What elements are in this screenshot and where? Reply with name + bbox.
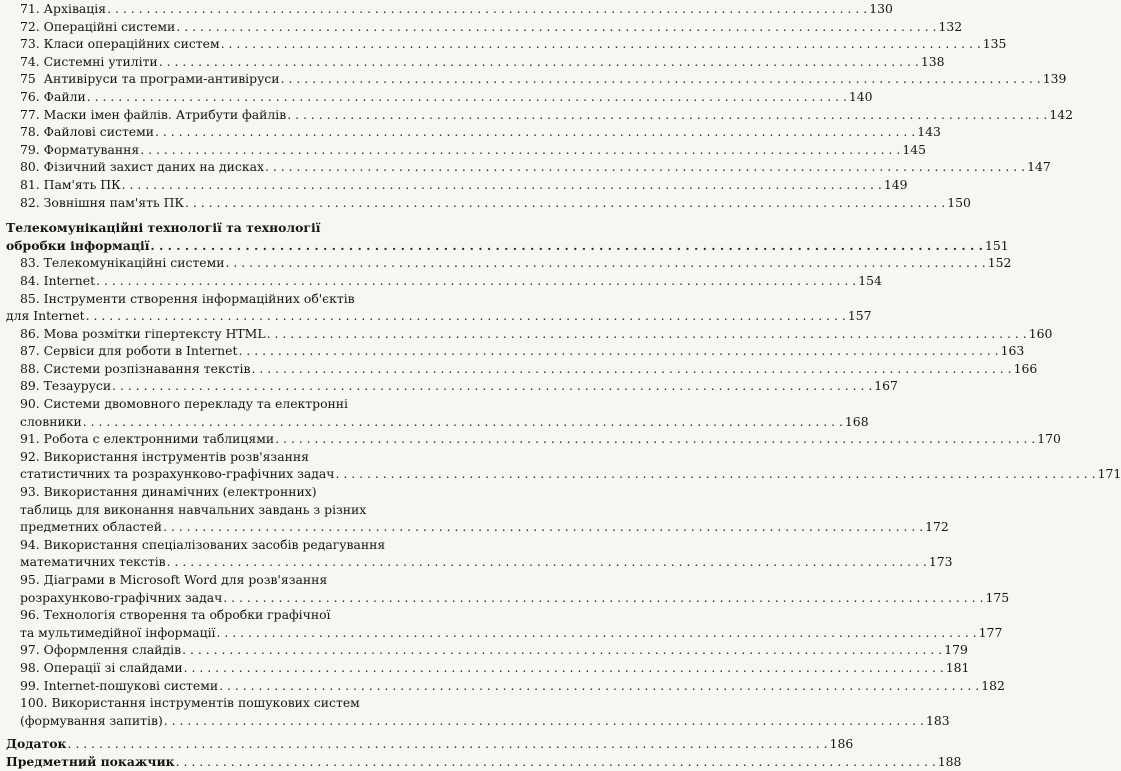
dot-leader bbox=[140, 141, 900, 159]
entry-title: Файлові системи bbox=[43, 124, 155, 140]
toc-entry-87[interactable] bbox=[6, 342, 1025, 360]
toc-entry-72[interactable] bbox=[6, 18, 963, 36]
entry-page: 149 bbox=[883, 176, 908, 192]
entry-title: Системні утиліти bbox=[43, 53, 158, 69]
section-title-continued: обробки інформації bbox=[6, 237, 150, 253]
dot-leader bbox=[159, 53, 919, 71]
toc-entry-71[interactable] bbox=[6, 0, 893, 18]
toc-entry-80[interactable] bbox=[6, 158, 1051, 176]
toc-entry-78[interactable] bbox=[6, 123, 941, 141]
entry-number: 92. bbox=[20, 448, 40, 464]
entry-number: 97. bbox=[20, 642, 40, 658]
entry-title-continued: словники bbox=[20, 413, 82, 429]
toc-entry-82[interactable] bbox=[6, 194, 971, 212]
entry-number: 88. bbox=[20, 360, 40, 376]
dot-leader bbox=[265, 158, 1025, 176]
entry-number: 85. bbox=[20, 290, 40, 306]
entry-title: Оформлення слайдів bbox=[43, 642, 182, 658]
dot-leader bbox=[112, 377, 872, 395]
dot-leader bbox=[217, 624, 977, 642]
toc-entry-98[interactable] bbox=[6, 659, 970, 677]
dot-leader bbox=[67, 735, 827, 753]
dot-leader bbox=[238, 342, 998, 360]
entry-number: 71. bbox=[20, 1, 40, 16]
dot-leader bbox=[163, 518, 923, 536]
entry-number: 93. bbox=[20, 484, 40, 500]
entry-page: 142 bbox=[1049, 106, 1073, 122]
entry-title: Робота с електронними таблицями bbox=[43, 431, 275, 447]
entry-title: Пам'ять ПК bbox=[43, 176, 121, 192]
entry-title: Інструменти створення інформаційних об'єктів bbox=[43, 290, 355, 306]
entry-number: 86. bbox=[20, 325, 40, 341]
entry-number: 98. bbox=[20, 659, 40, 675]
toc-entry-99[interactable] bbox=[6, 677, 1005, 695]
section-heading-line-2[interactable] bbox=[6, 237, 1009, 255]
toc-entry-92-continued[interactable] bbox=[6, 465, 1121, 483]
toc-entry-86[interactable] bbox=[6, 325, 1053, 343]
entry-title: Технологія створення та обробки графічної bbox=[43, 607, 331, 623]
entry-title: Зовнішня пам'ять ПК bbox=[43, 194, 185, 210]
entry-page: 170 bbox=[1037, 431, 1061, 447]
toc-entry-93-continued[interactable] bbox=[6, 501, 425, 519]
dot-leader bbox=[219, 677, 979, 695]
entry-page: 175 bbox=[985, 589, 1010, 605]
dot-leader bbox=[155, 123, 915, 141]
toc-entry-95-continued[interactable] bbox=[6, 589, 1010, 607]
entry-title: Форматування bbox=[43, 141, 140, 157]
entry-title: Тезауруси bbox=[43, 378, 112, 394]
toc-entry-96-continued[interactable] bbox=[6, 624, 1003, 642]
section-title: Телекомунікаційні технології та технології bbox=[6, 220, 321, 236]
entry-title-continued: таблиць для виконання навчальних завдань з різних bbox=[20, 501, 367, 517]
toc-entry-90[interactable] bbox=[6, 395, 425, 413]
entry-page: 130 bbox=[869, 1, 893, 16]
entry-page: 186 bbox=[829, 736, 854, 752]
toc-entry-subject-index[interactable] bbox=[6, 753, 962, 771]
dot-leader bbox=[107, 0, 867, 18]
dot-leader bbox=[87, 88, 847, 106]
toc-entry-79[interactable] bbox=[6, 141, 927, 159]
entry-page: 132 bbox=[938, 18, 963, 34]
entry-number: 78. bbox=[20, 124, 40, 140]
entry-page: 179 bbox=[944, 642, 968, 658]
entry-title: Системи двомовного перекладу та електронні bbox=[43, 396, 349, 412]
entry-number: 80. bbox=[20, 159, 40, 175]
entry-title: Маски імен файлів. Атрибути файлів bbox=[43, 106, 287, 122]
entry-page: 168 bbox=[844, 413, 869, 429]
dot-leader bbox=[176, 753, 936, 771]
entry-page: 145 bbox=[902, 141, 927, 157]
entry-number: 84. bbox=[20, 272, 40, 288]
entry-title: Internet bbox=[43, 272, 96, 288]
toc-entry-96[interactable] bbox=[6, 606, 425, 624]
dot-leader bbox=[184, 659, 944, 677]
entry-title: Фізичний захист даних на дисках bbox=[43, 159, 264, 175]
toc-entry-81[interactable] bbox=[6, 176, 908, 194]
toc-entry-91[interactable] bbox=[6, 430, 1061, 448]
entry-title: Системи розпізнавання текстів bbox=[43, 360, 251, 376]
toc-entry-94-continued[interactable] bbox=[6, 553, 953, 571]
toc-entry-appendix[interactable] bbox=[6, 735, 854, 753]
entry-page: 154 bbox=[858, 272, 882, 288]
entry-title: Використання динамічних (електронних) bbox=[43, 484, 317, 500]
toc-entry-88[interactable] bbox=[6, 360, 1038, 378]
entry-title: Додаток bbox=[6, 736, 67, 752]
entry-title-continued: та мультимедійної інформації bbox=[20, 624, 216, 640]
dot-leader bbox=[267, 325, 1027, 343]
entry-title: Антивіруси та програми-антивіруси bbox=[43, 71, 280, 87]
entry-title-continued: математичних текстів bbox=[20, 554, 166, 570]
entry-number: 94. bbox=[20, 536, 40, 552]
toc-entry-83[interactable] bbox=[6, 254, 1012, 272]
dot-leader bbox=[251, 360, 1011, 378]
entry-title: Архівація bbox=[43, 1, 107, 16]
entry-title: Internet-пошукові системи bbox=[43, 677, 219, 693]
toc-entry-93-continued-2[interactable] bbox=[6, 518, 949, 536]
dot-leader bbox=[223, 589, 983, 607]
entry-page: 171 bbox=[1097, 466, 1121, 482]
entry-title-continued: розрахунково-графічних задач bbox=[20, 589, 223, 605]
toc-entry-92[interactable] bbox=[6, 448, 425, 466]
entry-number: 90. bbox=[20, 396, 40, 412]
toc-entry-85[interactable] bbox=[6, 290, 425, 308]
toc-entry-74[interactable] bbox=[6, 53, 945, 71]
dot-leader bbox=[164, 712, 924, 730]
entry-title: Файли bbox=[43, 88, 86, 104]
entry-number: 77. bbox=[20, 106, 40, 122]
entry-number: 91. bbox=[20, 431, 40, 447]
dot-leader bbox=[86, 307, 846, 325]
entry-page: 138 bbox=[920, 53, 945, 69]
entry-title: Операційні системи bbox=[43, 18, 176, 34]
dot-leader bbox=[281, 70, 1041, 88]
dot-leader bbox=[182, 641, 942, 659]
toc-entry-90-continued[interactable] bbox=[6, 413, 869, 431]
dot-leader bbox=[221, 35, 981, 53]
entry-title: Використання інструментів розв'язання bbox=[43, 448, 309, 464]
entry-number: 75 bbox=[20, 71, 36, 87]
section-page: 151 bbox=[984, 237, 1009, 253]
entry-page: 166 bbox=[1013, 360, 1038, 376]
entry-title: Класи операційних систем bbox=[43, 36, 220, 52]
entry-page: 140 bbox=[848, 88, 873, 104]
toc-entry-100-continued[interactable] bbox=[6, 712, 950, 730]
entry-page: 150 bbox=[947, 194, 971, 210]
section-gap bbox=[6, 211, 425, 219]
dot-leader bbox=[275, 430, 1035, 448]
entry-title-continued: статистичних та розрахунково-графічних задач bbox=[20, 466, 335, 482]
entry-number: 81. bbox=[20, 176, 40, 192]
dot-leader bbox=[185, 194, 945, 212]
entry-number: 100. bbox=[20, 695, 48, 711]
toc-entry-84[interactable] bbox=[6, 272, 882, 290]
entry-number: 89. bbox=[20, 378, 40, 394]
entry-title-continued: предметних областей bbox=[20, 519, 162, 535]
entry-page: 173 bbox=[928, 554, 953, 570]
toc-entry-94[interactable] bbox=[6, 536, 425, 554]
dot-leader bbox=[226, 254, 986, 272]
entry-page: 152 bbox=[987, 255, 1012, 271]
toc-entry-95[interactable] bbox=[6, 571, 425, 589]
entry-number: 79. bbox=[20, 141, 40, 157]
entry-page: 160 bbox=[1028, 325, 1053, 341]
entry-number: 82. bbox=[20, 194, 40, 210]
section-heading-line-1[interactable] bbox=[6, 219, 425, 237]
entry-title: Діаграми в Microsoft Word для розв'язання bbox=[43, 572, 328, 587]
entry-page: 157 bbox=[847, 308, 872, 324]
entry-number: 83. bbox=[20, 255, 40, 271]
entry-title-continued: для Internet bbox=[6, 308, 85, 324]
toc-block-system-software bbox=[6, 0, 1073, 211]
entry-number: 72. bbox=[20, 18, 40, 34]
toc-entry-89[interactable] bbox=[6, 377, 898, 395]
dot-leader bbox=[122, 176, 882, 194]
dot-leader bbox=[287, 106, 1047, 124]
toc-entry-73[interactable] bbox=[6, 35, 1007, 53]
entry-title: Використання інструментів пошукових систем bbox=[51, 695, 360, 711]
entry-title: Операції зі слайдами bbox=[43, 659, 183, 675]
toc-entry-97[interactable] bbox=[6, 641, 968, 659]
entry-title: Телекомунікаційні системи bbox=[43, 255, 225, 271]
dot-leader bbox=[83, 413, 843, 431]
dot-leader bbox=[96, 272, 856, 290]
entry-number: 76. bbox=[20, 88, 40, 104]
entry-page: 163 bbox=[1000, 343, 1025, 359]
entry-title: Сервіси для роботи в Internet bbox=[43, 343, 238, 359]
dot-leader bbox=[176, 18, 936, 36]
entry-page: 177 bbox=[978, 624, 1003, 640]
toc-entry-85-continued[interactable] bbox=[6, 307, 872, 325]
toc-entry-100[interactable] bbox=[6, 694, 425, 712]
entry-page: 181 bbox=[945, 659, 970, 675]
entry-page: 167 bbox=[874, 378, 898, 394]
entry-title-continued: (формування запитів) bbox=[20, 712, 163, 728]
entry-page: 139 bbox=[1042, 71, 1067, 87]
entry-number: 73. bbox=[20, 36, 40, 52]
dot-leader bbox=[335, 465, 1095, 483]
entry-title: Предметний покажчик bbox=[6, 753, 175, 769]
entry-page: 147 bbox=[1027, 159, 1051, 175]
toc-entry-93[interactable] bbox=[6, 483, 425, 501]
entry-page: 172 bbox=[925, 519, 949, 535]
entry-number: 99. bbox=[20, 677, 40, 693]
entry-number: 96. bbox=[20, 607, 40, 623]
entry-page: 135 bbox=[982, 36, 1007, 52]
entry-page: 183 bbox=[925, 712, 950, 728]
entry-number: 87. bbox=[20, 343, 40, 359]
entry-title: Мова розмітки гіпертексту HTML bbox=[43, 325, 266, 341]
entry-page: 182 bbox=[981, 677, 1005, 693]
entry-number: 74. bbox=[20, 53, 40, 69]
entry-title: Використання спеціалізованих засобів редагування bbox=[43, 536, 386, 552]
toc-entry-76[interactable] bbox=[6, 88, 873, 106]
toc-entry-77[interactable] bbox=[6, 106, 1073, 124]
entry-number: 95. bbox=[20, 572, 40, 587]
entry-page: 188 bbox=[937, 753, 962, 769]
entry-page: 143 bbox=[917, 124, 941, 140]
toc-entry-75[interactable] bbox=[6, 70, 1067, 88]
dot-leader bbox=[167, 553, 927, 571]
dot-leader bbox=[150, 237, 983, 255]
